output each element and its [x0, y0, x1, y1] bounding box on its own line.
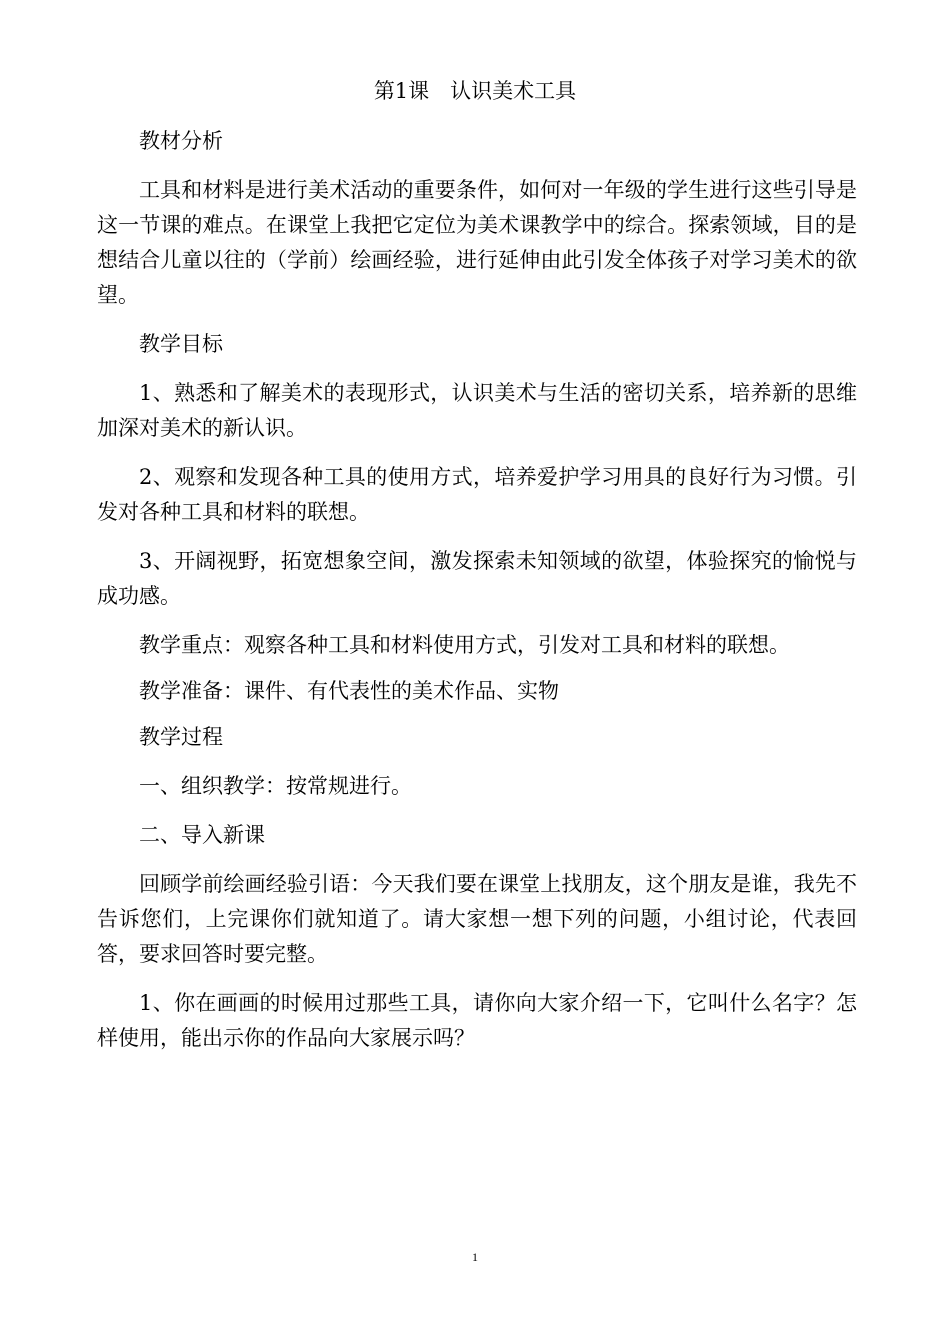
teaching-focus: 教学重点：观察各种工具和材料使用方式，引发对工具和材料的联想。 — [139, 633, 790, 657]
teaching-preparation: 教学准备：课件、有代表性的美术作品、实物 — [139, 679, 559, 703]
paragraph-material-analysis: 工具和材料是进行美术活动的重要条件，如何对一年级的学生进行这些引导是这一节课的难点。在课堂上我把它定位为美术课教学中的综合。探索领域，目的是想结合儿童以往的（学前）绘画经验，进行延伸由此引发全体孩子对学习美术的欲望。 — [97, 178, 857, 307]
section-heading-material-analysis: 教材分析 — [139, 129, 223, 153]
page-number: 1 — [472, 1250, 478, 1264]
process-step-2: 二、导入新课 — [139, 823, 265, 847]
page-title: 第1课 认识美术工具 — [373, 79, 577, 103]
process-step-1: 一、组织教学：按常规进行。 — [139, 774, 412, 798]
document-body — [97, 124, 857, 1070]
goal-item-1: 1、熟悉和了解美术的表现形式，认识美术与生活的密切关系，培养新的思维加深对美术的新认识。 — [97, 381, 857, 440]
section-heading-teaching-goals: 教学目标 — [139, 332, 223, 356]
question-item-1: 1、你在画画的时候用过那些工具，请你向大家介绍一下，它叫什么名字？怎样使用，能出示你的作品向大家展示吗？ — [97, 991, 857, 1050]
paragraph-review-intro: 回顾学前绘画经验引语：今天我们要在课堂上找朋友，这个朋友是谁，我先不告诉您们，上完课你们就知道了。请大家想一想下列的问题，小组讨论，代表回答，要求回答时要完整。 — [97, 872, 857, 966]
goal-item-2: 2、观察和发现各种工具的使用方式，培养爱护学习用具的良好行为习惯。引发对各种工具和材料的联想。 — [97, 465, 857, 524]
section-heading-teaching-process: 教学过程 — [139, 725, 223, 749]
goal-item-3: 3、开阔视野，拓宽想象空间，激发探索未知领域的欲望，体验探究的愉悦与成功感。 — [97, 549, 857, 608]
